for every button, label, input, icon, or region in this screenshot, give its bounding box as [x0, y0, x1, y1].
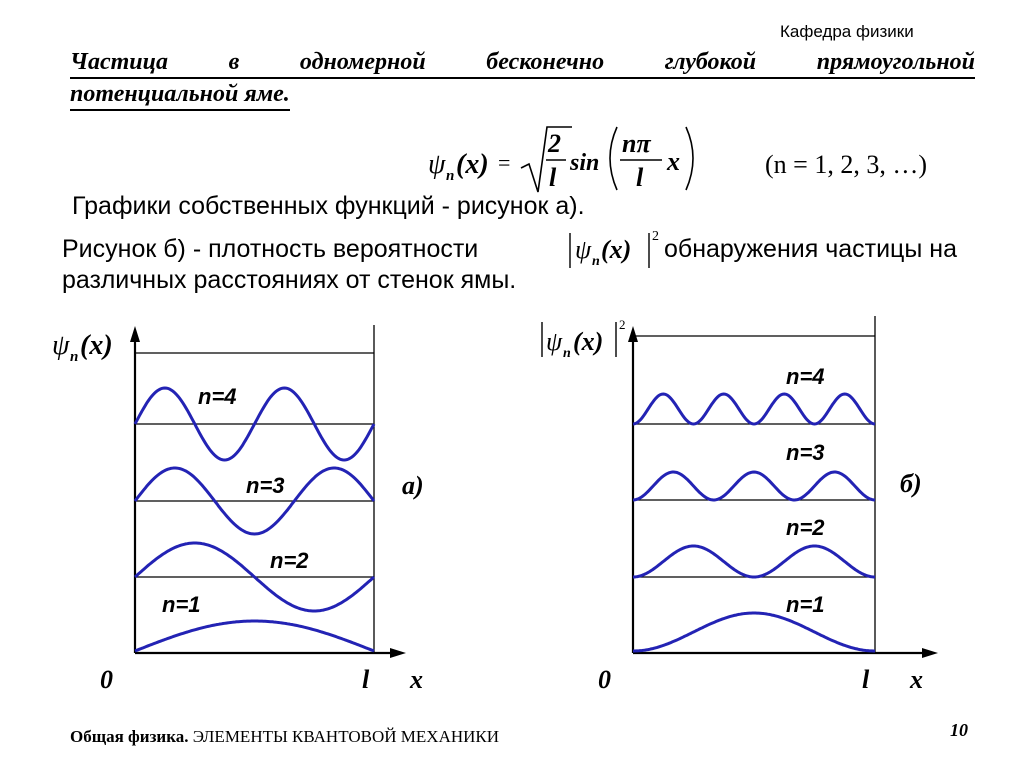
curve-b-n1: [633, 613, 875, 651]
probability-density-diagram: [542, 316, 938, 694]
diagram-a-origin: 0: [100, 665, 113, 694]
department-label: Кафедра физики: [780, 22, 914, 41]
footer-section: ЭЛЕМЕНТЫ КВАНТОВОЙ МЕХАНИКИ: [188, 727, 500, 746]
diagram-b-x-arrow-icon: [922, 648, 938, 658]
curve-b-n4: [633, 394, 875, 424]
diagram-b-y-arrow-icon: [628, 326, 638, 342]
formula-sin: sin: [570, 150, 600, 176]
text-line-3: различных расстояниях от стенок ямы.: [62, 266, 517, 294]
diagram-b-ylabel-arg: (x): [573, 327, 604, 356]
curve-a-n1: [135, 621, 374, 651]
formula-paren-left: [610, 127, 617, 190]
footer-course: Общая физика.: [70, 727, 189, 746]
formula-psi: ψ: [428, 149, 446, 180]
density-sub: n: [592, 254, 600, 269]
diagram-b-label-n2: n=2: [786, 515, 825, 540]
diagram-b-label-n3: n=3: [786, 440, 825, 465]
density-psi: ψ: [575, 235, 592, 264]
diagram-a-ylabel-psi: ψ: [52, 330, 70, 361]
formula-arg: (x): [456, 149, 489, 180]
footer: [70, 727, 499, 747]
text-line-1: Графики собственных функций - рисунок а).: [72, 192, 585, 220]
diagram-a-caption: а): [402, 471, 424, 500]
diagram-a-ylabel-arg: (x): [80, 330, 113, 361]
diagram-b-label-n1: n=1: [786, 592, 825, 617]
diagram-a-xlabel: x: [410, 665, 423, 694]
eigenfunction-diagram: [52, 325, 424, 694]
diagram-a-label-n1: n=1: [162, 592, 201, 617]
diagram-a-label-n4: n=4: [198, 384, 237, 409]
formula-inner-num: nπ: [622, 129, 651, 158]
diagram-b-ylabel-sub: n: [563, 346, 571, 361]
diagram-b-origin: 0: [598, 665, 611, 694]
formula-num: 2: [548, 129, 561, 158]
curve-b-n3: [633, 472, 875, 500]
diagram-a-wall-label: l: [362, 665, 370, 694]
diagram-a-label-n2: n=2: [270, 548, 309, 573]
wavefunction-formula: [428, 127, 693, 192]
diagram-b-xlabel: x: [910, 665, 923, 694]
diagram-b-ylabel-sq: 2: [619, 317, 626, 332]
formula-x: x: [667, 147, 680, 176]
page-number: 10: [950, 720, 968, 740]
density-arg: (x): [601, 235, 632, 264]
curve-b-n2: [633, 546, 875, 577]
diagram-a-x-arrow-icon: [390, 648, 406, 658]
formula-paren-right: [686, 127, 693, 190]
text-line-2b: обнаружения частицы на: [664, 235, 958, 263]
n-values: (n = 1, 2, 3, …): [765, 150, 927, 179]
formula-sub-n: n: [446, 168, 455, 184]
formula-inner-den: l: [636, 163, 644, 192]
diagram-b-ylabel-psi: ψ: [546, 327, 563, 356]
text-line-2a: Рисунок б) - плотность вероятности: [62, 235, 479, 263]
diagram-b-caption: б): [900, 469, 922, 498]
diagram-a-label-n3: n=3: [246, 473, 285, 498]
formula-equals: =: [498, 150, 511, 175]
density-sq: 2: [652, 229, 659, 244]
diagram-a-y-arrow-icon: [130, 326, 140, 342]
title-line-1: Частица в одномерной бесконечно глубокой прямоугольной: [70, 47, 975, 79]
formula-den: l: [549, 163, 557, 192]
diagram-b-label-n4: n=4: [786, 364, 825, 389]
diagram-a-ylabel-sub: n: [70, 349, 79, 365]
diagram-b-wall-label: l: [862, 665, 870, 694]
title-line-2: потенциальной яме.: [70, 79, 290, 111]
density-symbol: [570, 229, 659, 269]
